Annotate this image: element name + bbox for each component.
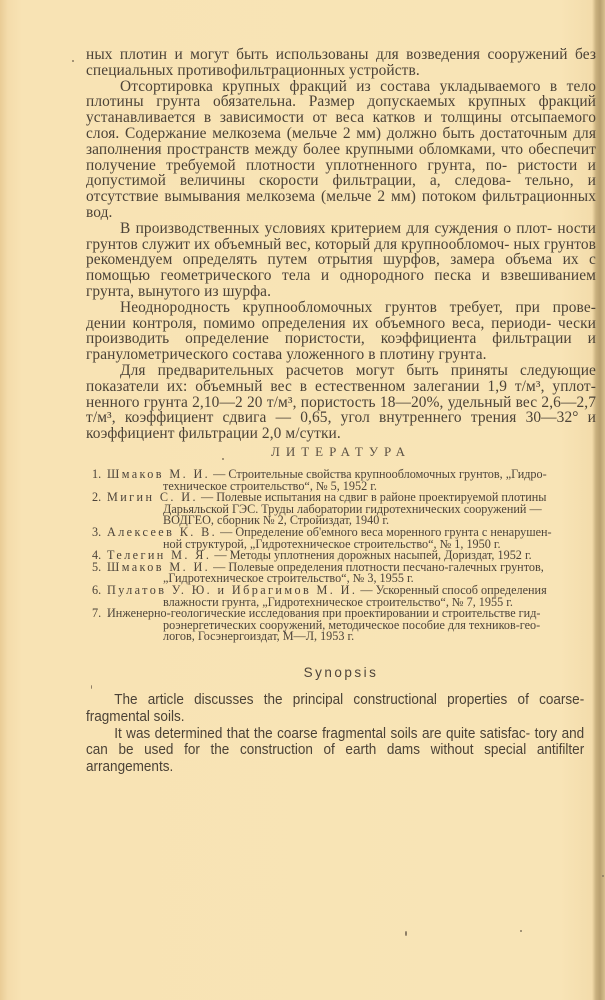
text-line: antifilter arrangements.	[86, 742, 585, 776]
reference-author: Мигин С. И.	[107, 490, 198, 505]
synopsis-body	[86, 692, 584, 776]
text-line: ненного грунта 2,10—2 20 т/м³, пористость 18—20%, удельный вес	[86, 393, 542, 411]
paper-speck	[602, 875, 604, 877]
reference-item	[92, 524, 594, 551]
reference-text: Дарьяльской ГЭС. Труды лаборатории гидротехнических сооружений —	[163, 501, 542, 516]
reference-author: Алексеев К. В.	[107, 524, 218, 539]
paper-speck	[72, 60, 74, 62]
reference-text: — Полевые определения плотности песчано-галечных грунтов,	[210, 559, 544, 574]
reference-number: 3.	[92, 524, 102, 539]
reference-text: — Методы уплотнения дорожных насыпей, Дориздат, 1952 г.	[211, 548, 532, 563]
text-line: обеспечит получение требуемой плотности уплотненного грунта, по-	[86, 140, 596, 174]
reference-text: ной структурой, „Гидротехническое строительство“, № 1, 1950 г.	[163, 536, 501, 551]
paragraph-1	[86, 47, 596, 79]
reference-text: — Строительные свойства крупнообломочных грунтов, „Гидро-	[210, 467, 547, 481]
text-line: ных грунтов рекомендуем определять путем отрытия шурфов, замера	[86, 235, 596, 269]
text-line: объема их с помощью геометрического тела и однородного песка и	[86, 251, 596, 285]
reference-number: 7.	[92, 606, 102, 621]
reference-author: Пулатов У. Ю. и Ибрагимов М. И.	[107, 582, 358, 597]
synopsis-paragraph-2	[86, 726, 584, 776]
paragraph-3	[86, 221, 596, 300]
text-line: Для предварительных расчетов могут быть приняты следующие	[120, 361, 596, 379]
reference-text: роэнергетических сооружений, методическое пособие для техников-гео-	[163, 617, 541, 632]
reference-author: Телегин М. Я.	[107, 548, 212, 563]
reference-text: — Ускоренный способ определения	[357, 582, 547, 597]
text-line: tory and can be used for the construction of earth dams without special	[86, 725, 585, 759]
text-line: ных плотин и могут быть использованы для возведения сооружений	[86, 46, 575, 63]
reference-item	[92, 559, 594, 586]
synopsis-paragraph-1	[86, 692, 584, 726]
reference-text: „Гидротехническое строительство“, № 3, 1955 г.	[163, 571, 414, 586]
paper-speck	[405, 931, 407, 936]
text-line: ристости и допустимой величины скорости фильтрации, а, следова-	[86, 156, 596, 190]
text-line: фильтрационных вод.	[86, 188, 596, 221]
reference-number: 2.	[92, 490, 102, 505]
reference-number: 4.	[92, 548, 102, 563]
text-line: The article discusses the principal constructional properties of coarse-	[114, 692, 585, 708]
paragraph-4	[86, 300, 596, 363]
paper-speck	[91, 685, 92, 689]
article-body	[86, 47, 596, 442]
text-line: Неоднородность крупнообломочных грунтов требует, при прове-	[120, 298, 596, 316]
reference-list	[92, 469, 594, 643]
reference-item	[92, 608, 594, 643]
text-line: тельно, и отсутствие вымывания мелкозема (мельче 2 мм) потоком	[86, 172, 596, 206]
reference-item	[92, 469, 594, 492]
literature-heading: ЛИТЕРАТУРА	[271, 444, 411, 459]
text-line: ности грунтов служит их объемный вес, который для крупнообломоч-	[86, 219, 596, 253]
reference-number: 5.	[92, 559, 102, 574]
text-line: плотины грунта обязательна. Размер допускаемых крупных фракций	[86, 93, 596, 111]
reference-item	[92, 492, 594, 527]
text-line: показатели их: объемный вес в естественном залегании 1,9 т/м³, уплот-	[86, 377, 596, 395]
reference-text: влажности грунта, „Гидротехническое строительство“, № 7, 1955 г.	[163, 594, 513, 609]
text-line: Отсортировка крупных фракций из состава укладываемого в тело	[120, 77, 596, 95]
text-line: и гранулометрического состава уложенного в плотину грунта.	[86, 330, 596, 364]
paper-speck	[222, 458, 224, 460]
text-line: слоя. Содержание мелкозема (мельче 2 мм) должно быть достаточным	[86, 124, 574, 142]
text-line: без специальных противофильтрационных устройств.	[86, 46, 596, 79]
reference-number: 6.	[92, 582, 102, 597]
text-line: для заполнения пространств между более крупными обломками, что	[86, 124, 596, 158]
reference-text: Инженерно-геологические исследования при проектировании и строительстве гид-	[107, 606, 541, 621]
reference-number: 1.	[92, 467, 102, 481]
text-line: 30—32° и коэффициент фильтрации 2,0 м/сутки.	[86, 409, 596, 443]
paragraph-2	[86, 79, 596, 221]
text-line: fragmental soils.	[86, 708, 185, 725]
text-line: устанавливается в зависимости от веса катков и толщины отсыпаемого	[86, 109, 596, 127]
reference-item	[92, 582, 594, 609]
paper-speck	[520, 930, 522, 932]
reference-author: Шмаков М. И.	[107, 467, 211, 481]
reference-text: техническое строительство“, № 5, 1952 г.	[163, 478, 377, 493]
text-line: 2,6—2,7 т/м³, коэффициент сдвига — 0,65, угол внутреннего трения	[86, 393, 596, 427]
reference-text: — Полевые испытания на сдвиг в районе проектируемой плотины	[197, 490, 547, 505]
reference-text: логов, Госэнергоиздат, М—Л, 1953 г.	[163, 629, 355, 644]
reference-text: ВОДГЕО, сборник № 2, Стройиздат, 1940 г.	[163, 513, 390, 528]
paragraph-5	[86, 363, 596, 442]
text-line: чески производить определение пористости, коэффициента фильтрации	[86, 314, 596, 348]
text-line: дении контроля, помимо определения их объемного веса, периоди-	[86, 314, 552, 332]
text-line: В производственных условиях критерием для суждения о плот-	[120, 219, 553, 237]
text-line: It was determined that the coarse fragmental soils are quite satisfac-	[114, 725, 531, 742]
synopsis-heading: Synopsis	[303, 665, 379, 680]
reference-author: Шмаков М. И.	[107, 559, 211, 574]
reference-text: — Определение об'емного веса моренного грунта с ненарушен-	[217, 524, 552, 539]
text-line: взвешиванием грунта, вынутого из шурфа.	[86, 267, 596, 300]
